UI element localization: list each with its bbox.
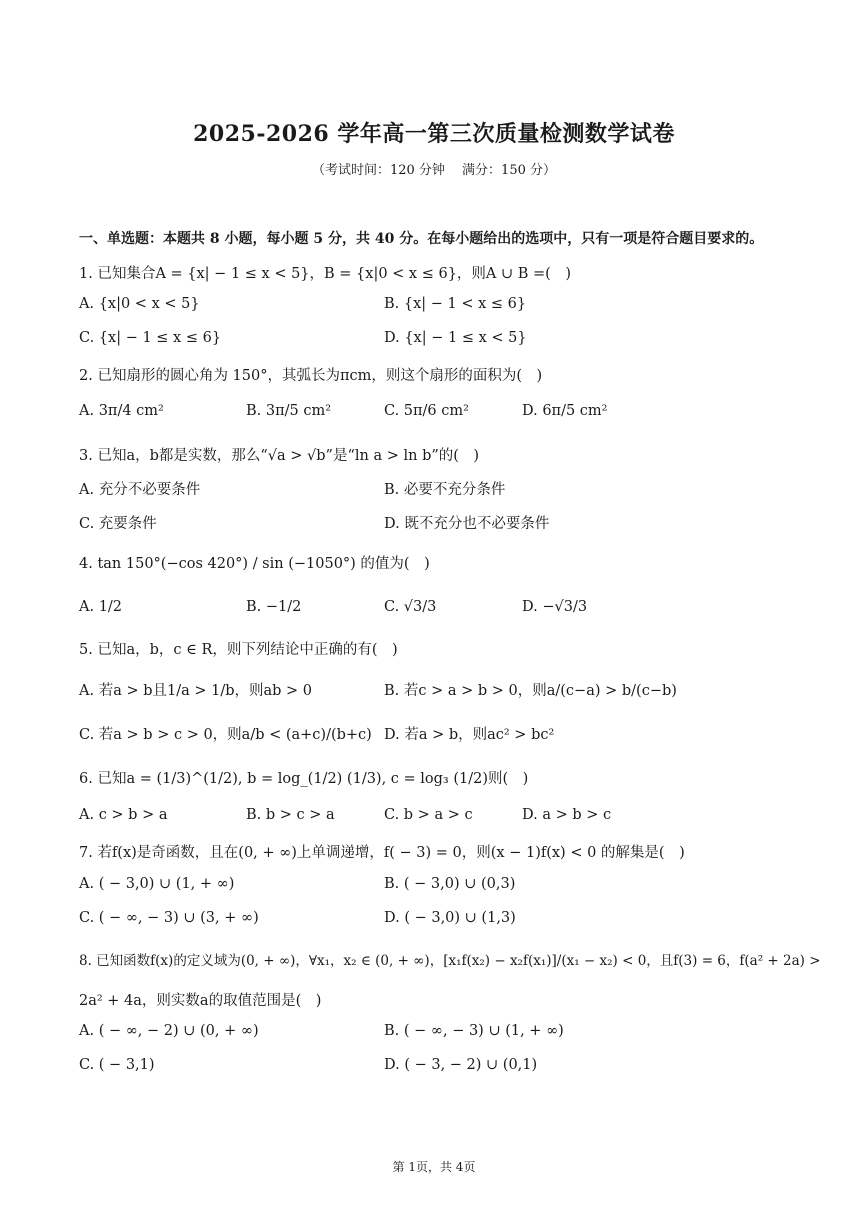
- question-2: 2. 已知扇形的圆心角为 150°，其弧长为πcm，则这个扇形的面积为( ): [79, 368, 543, 384]
- q3-option-a: A. 充分不必要条件: [79, 482, 201, 498]
- page-title: 2025-2026 学年高一第三次质量检测数学试卷: [193, 121, 675, 147]
- q6-option-a: A. c > b > a: [79, 807, 168, 823]
- q8-option-b: B. ( − ∞, − 3) ∪ (1, + ∞): [384, 1023, 564, 1039]
- question-8-continued: 2a² + 4a，则实数a的取值范围是( ): [79, 993, 322, 1009]
- section-heading: 一、单选题：本题共 8 小题，每小题 5 分，共 40 分。在每小题给出的选项中，只有一项是符合题目要求的。: [79, 231, 764, 247]
- q3-option-b: B. 必要不充分条件: [384, 482, 506, 498]
- page-footer: 第 1页，共 4页: [392, 1160, 476, 1174]
- question-4: 4. tan 150°(−cos 420°) / sin (−1050°) 的值为( ): [79, 556, 430, 572]
- q6-option-c: C. b > a > c: [384, 807, 473, 823]
- question-1: 1. 已知集合A = {x| − 1 ≤ x < 5}，B = {x|0 < x ≤ 6}，则A ∪ B =( ): [79, 266, 571, 282]
- question-7: 7. 若f(x)是奇函数，且在(0, + ∞)上单调递增，f( − 3) = 0，则(x − 1)f(x) < 0 的解集是( ): [79, 845, 685, 861]
- q5-option-a: A. 若a > b且1/a > 1/b，则ab > 0: [79, 683, 313, 699]
- q7-option-a: A. ( − 3,0) ∪ (1, + ∞): [79, 876, 235, 892]
- q7-option-b: B. ( − 3,0) ∪ (0,3): [384, 876, 516, 892]
- q2-option-b: B. 3π/5 cm²: [246, 403, 332, 419]
- exam-info: （考试时间：120 分钟 满分：150 分）: [311, 163, 557, 178]
- q2-option-a: A. 3π/4 cm²: [79, 403, 164, 419]
- question-6: 6. 已知a = (1/3)^(1/2), b = log_(1/2) (1/3), c = log₃ (1/2)则( ): [79, 771, 529, 787]
- q6-option-b: B. b > c > a: [246, 807, 335, 823]
- q7-option-c: C. ( − ∞, − 3) ∪ (3, + ∞): [79, 910, 259, 926]
- q5-option-d: D. 若a > b，则ac² > bc²: [384, 727, 555, 743]
- q7-option-d: D. ( − 3,0) ∪ (1,3): [384, 910, 516, 926]
- q3-option-d: D. 既不充分也不必要条件: [384, 516, 550, 532]
- q2-option-d: D. 6π/5 cm²: [522, 403, 608, 419]
- q4-option-d: D. −√3/3: [522, 599, 588, 615]
- q6-option-d: D. a > b > c: [522, 807, 612, 823]
- q8-option-d: D. ( − 3, − 2) ∪ (0,1): [384, 1057, 538, 1073]
- q8-option-c: C. ( − 3,1): [79, 1057, 155, 1073]
- question-3: 3. 已知a，b都是实数，那么“√a > √b”是“ln a > ln b”的( ): [79, 448, 480, 464]
- q5-option-b: B. 若c > a > b > 0，则a/(c−a) > b/(c−b): [384, 683, 677, 699]
- q5-option-c: C. 若a > b > c > 0，则a/b < (a+c)/(b+c): [79, 727, 372, 743]
- q8-option-a: A. ( − ∞, − 2) ∪ (0, + ∞): [79, 1023, 259, 1039]
- question-5: 5. 已知a，b，c ∈ R，则下列结论中正确的有( ): [79, 642, 398, 658]
- question-8: 8. 已知函数f(x)的定义域为(0, + ∞)，∀x₁，x₂ ∈ (0, + ∞)，[x₁f(x₂) − x₂f(x₁)]/(x₁ − x₂) < 0，且f(3) = 6，f(a² + 2a) >: [79, 953, 821, 969]
- q1-option-d: D. {x| − 1 ≤ x < 5}: [384, 330, 527, 346]
- q4-option-a: A. 1/2: [79, 599, 123, 615]
- q1-option-b: B. {x| − 1 < x ≤ 6}: [384, 296, 527, 312]
- q4-option-c: C. √3/3: [384, 599, 437, 615]
- q2-option-c: C. 5π/6 cm²: [384, 403, 469, 419]
- q3-option-c: C. 充要条件: [79, 516, 157, 532]
- q1-option-a: A. {x|0 < x < 5}: [79, 296, 200, 312]
- q1-option-c: C. {x| − 1 ≤ x ≤ 6}: [79, 330, 222, 346]
- q4-option-b: B. −1/2: [246, 599, 302, 615]
